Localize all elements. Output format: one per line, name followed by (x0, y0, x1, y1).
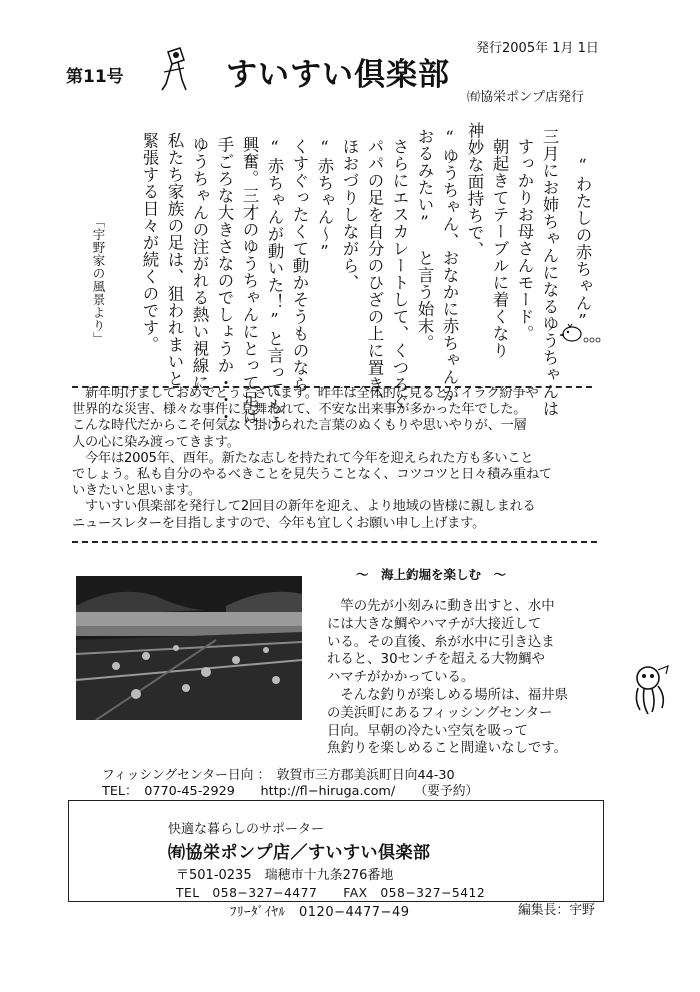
poem-column: ゆうちゃんの注がれる熱い視線に、 (190, 136, 209, 408)
issue-number: 第11号 (66, 67, 124, 87)
paragraph-line: 竿の先が小刻みに動き出すと、水中 (327, 599, 555, 614)
poem-column: 興奮。三才のゆうちゃんにとって足は (240, 136, 259, 425)
poem-column: 手ごろな大きさなのでしょうか・・・。 (215, 136, 234, 442)
paragraph-line: の美浜町にあるフィッシングセンター (327, 705, 553, 721)
paragraph-line: 人の心に染み渡ってきます。 (72, 434, 240, 450)
paragraph-line: 世界的な災害、様々な事件に見舞われて、不安な出来事が多かった年でした。 (72, 402, 527, 418)
poem-column: さらにエスカレートして、くつろぐ (390, 138, 409, 410)
sponsor-name: ㈲協栄ポンプ店／すいすい倶楽部 (168, 843, 431, 863)
poem-column: “赤ちゃんが動いた！”と言ってもう (265, 138, 284, 432)
fishing-pier-photo (76, 576, 302, 720)
poem-column: “わたしの赤ちゃん” (573, 156, 592, 331)
poem-column: 朝起きてテーブルに着くなり (490, 138, 509, 359)
paragraph-line: こんな時代だからこそ何気なく掛けられた言葉のぬくもりや思いやりが、一層 (72, 418, 527, 434)
issue-date: 発行2005年 1月 1日 (476, 41, 599, 56)
sponsor-fax: FAX 058−327−5412 (343, 886, 486, 900)
octopus-fishing-icon (630, 664, 670, 718)
paragraph-line: ニュースレターを目指しますので、今年も宜しくお願い申し上げます。 (72, 515, 486, 531)
paragraph-line: 日向。早朝の冷たい空気を吸って (327, 723, 528, 739)
paragraph-line: いる。その直後、糸が水中に引き込ま (327, 634, 555, 650)
sponsor-address: 〒501-0235 瑞穂市十九条276番地 (176, 868, 394, 883)
poem-column: 神妙な面持ちで、 (465, 122, 484, 258)
poem-column: すっかりお母さんモード。 (515, 138, 534, 342)
sponsor-tel: TEL 058−327−4477 (176, 886, 318, 900)
paragraph-line: そんな釣りが楽しめる場所は、福井県 (327, 687, 569, 703)
paragraph-line: すいすい倶楽部を発行して2回目の新年を迎え、より地域の皆様に親しまれる (72, 499, 536, 515)
poem-column: おるみたい” と言う始末。 (415, 128, 434, 352)
paragraph-line: ハマチがかかっている。 (327, 670, 475, 686)
poem-column: くすぐったくて動かそうものなら (290, 138, 309, 393)
paragraph-line: 魚釣りを楽しめること間違いなしです。 (327, 741, 567, 757)
paragraph-line: れると、30センチを超える大物鯛や (327, 652, 545, 668)
paragraph-line: いきたいと思います。 (72, 483, 201, 499)
sponsor-tagline: 快適な暮らしのサポーター (168, 822, 325, 837)
publisher-line: ㈲協栄ポンプ店発行 (467, 90, 585, 105)
divider (72, 541, 597, 543)
fishing-article (327, 598, 607, 758)
poem-column: “ゆうちゃん、おなかに赤ちゃんが (440, 128, 459, 403)
poem-column: パパの足を自分のひざの上に置き、 (365, 138, 384, 410)
poem-column: ほおづりしながら、 (340, 138, 359, 291)
poem-column: 私たち家族の足は、狙われまいと (165, 132, 184, 387)
editor-credit: 編集長：宇野 (518, 903, 595, 918)
chick-doodle-icon (558, 318, 606, 348)
poem-column: “赤ちゃん〜” (315, 138, 334, 262)
poem-caption: 「宇野家の風景より」 (91, 215, 106, 345)
sponsor-phone-fax (176, 883, 511, 901)
poem-column: 三月にお姉ちゃんになるゆうちゃんは (540, 128, 559, 417)
fishing-center-contact: TEL： 0770-45-2929 http://fl−hiruga.com/ （要予約） (102, 784, 479, 799)
paragraph-line: 新年明けましておめでとうございます。昨年は全体的に見ると、イラク紛争や (72, 386, 539, 401)
poem-column: 緊張する日々が続くのです。 (140, 132, 159, 353)
child-illustration-icon (158, 44, 192, 94)
fishing-heading: 〜 海上釣堀を楽しむ 〜 (356, 567, 507, 582)
sponsor-freedial: ﾌﾘｰﾀﾞｲﾔﾙ 0120−4477−49 (230, 905, 410, 920)
new-year-message (72, 386, 597, 532)
fishing-center-address: フィッシングセンター日向 ： 敦賀市三方郡美浜町日向44-30 (102, 768, 455, 783)
paragraph-line: 今年は2005年、酉年。新たな志しを持たれて今年を迎えられた方も多いこと (72, 450, 534, 466)
newsletter-title: すいすい倶楽部 (226, 57, 450, 93)
paragraph-line: には大きな鯛やハマチが大接近して (327, 616, 542, 632)
paragraph-line: でしょう。私も自分のやるべきことを見失うことなく、コツコツと日々積み重ねて (72, 467, 552, 483)
